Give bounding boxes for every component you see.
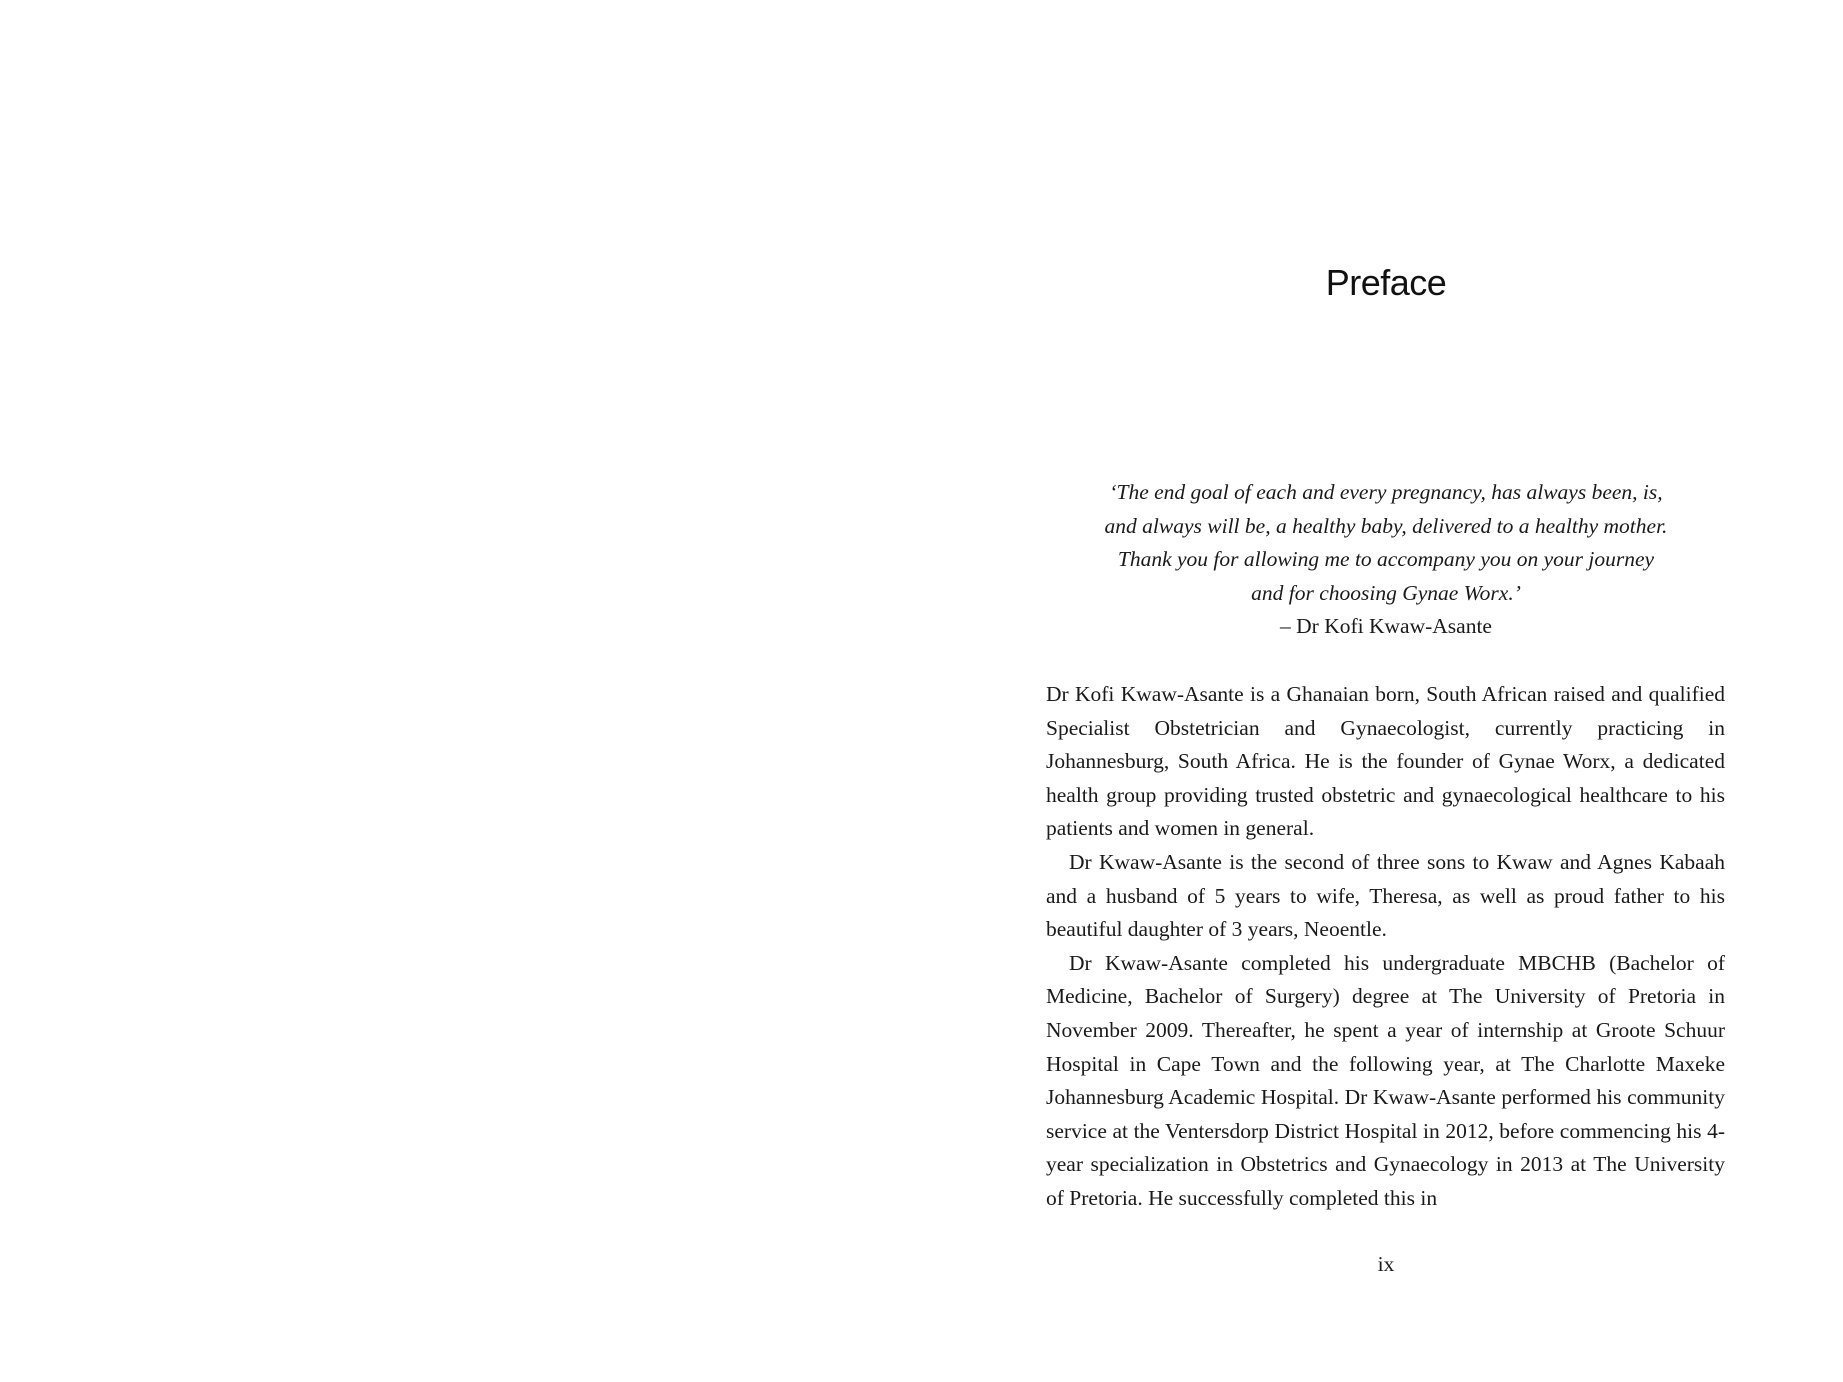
epigraph-line: and always will be, a healthy baby, delivered to a healthy mother. xyxy=(1104,513,1668,538)
epigraph-line: and for choosing Gynae Worx.’ xyxy=(1251,580,1521,605)
epigraph-quote xyxy=(1046,476,1726,644)
body-paragraph: Dr Kwaw-Asante completed his undergraduate MBCHB (Bachelor of Medicine, Bachelor of Surgery) degree at The University of Pretoria in November 2009. Thereafter, he spent a year of internship at Groote Schuur Hospital in Cape Town and the following year, at The Charlotte Maxeke Johannesburg Academic Hospital. Dr Kwaw-Asante performed his community service at the Ventersdorp District Hospital in 2012, before commencing his 4-year specialization in Obstetrics and Gynaecology in 2013 at The University of Pretoria. He successfully completed this in xyxy=(1046,950,1725,1210)
body-text xyxy=(1046,678,1725,1216)
body-paragraph: Dr Kofi Kwaw-Asante is a Ghanaian born, South African raised and qualified Specialist Obstetrician and Gynaecologist, currently practicing in Johannesburg, South Africa. He is the founder of Gynae Worx, a dedicated health group providing trusted obstetric and gynaecological healthcare to his patients and women in general. xyxy=(1046,682,1725,841)
page-number: ix xyxy=(1377,1252,1395,1276)
left-page-blank xyxy=(0,0,921,1382)
epigraph-line: ‘The end goal of each and every pregnancy, has always been, is, xyxy=(1109,480,1663,504)
body-paragraph: Dr Kwaw-Asante is the second of three sons to Kwaw and Agnes Kabaah and a husband of 5 years to wife, Theresa, as well as proud father to his beautiful daughter of 3 years, Neoentle. xyxy=(1046,849,1725,942)
page-title: Preface xyxy=(1325,262,1447,303)
epigraph-attribution: – Dr Kofi Kwaw-Asante xyxy=(1280,614,1492,638)
epigraph-line: Thank you for allowing me to accompany you on your journey xyxy=(1117,547,1655,571)
